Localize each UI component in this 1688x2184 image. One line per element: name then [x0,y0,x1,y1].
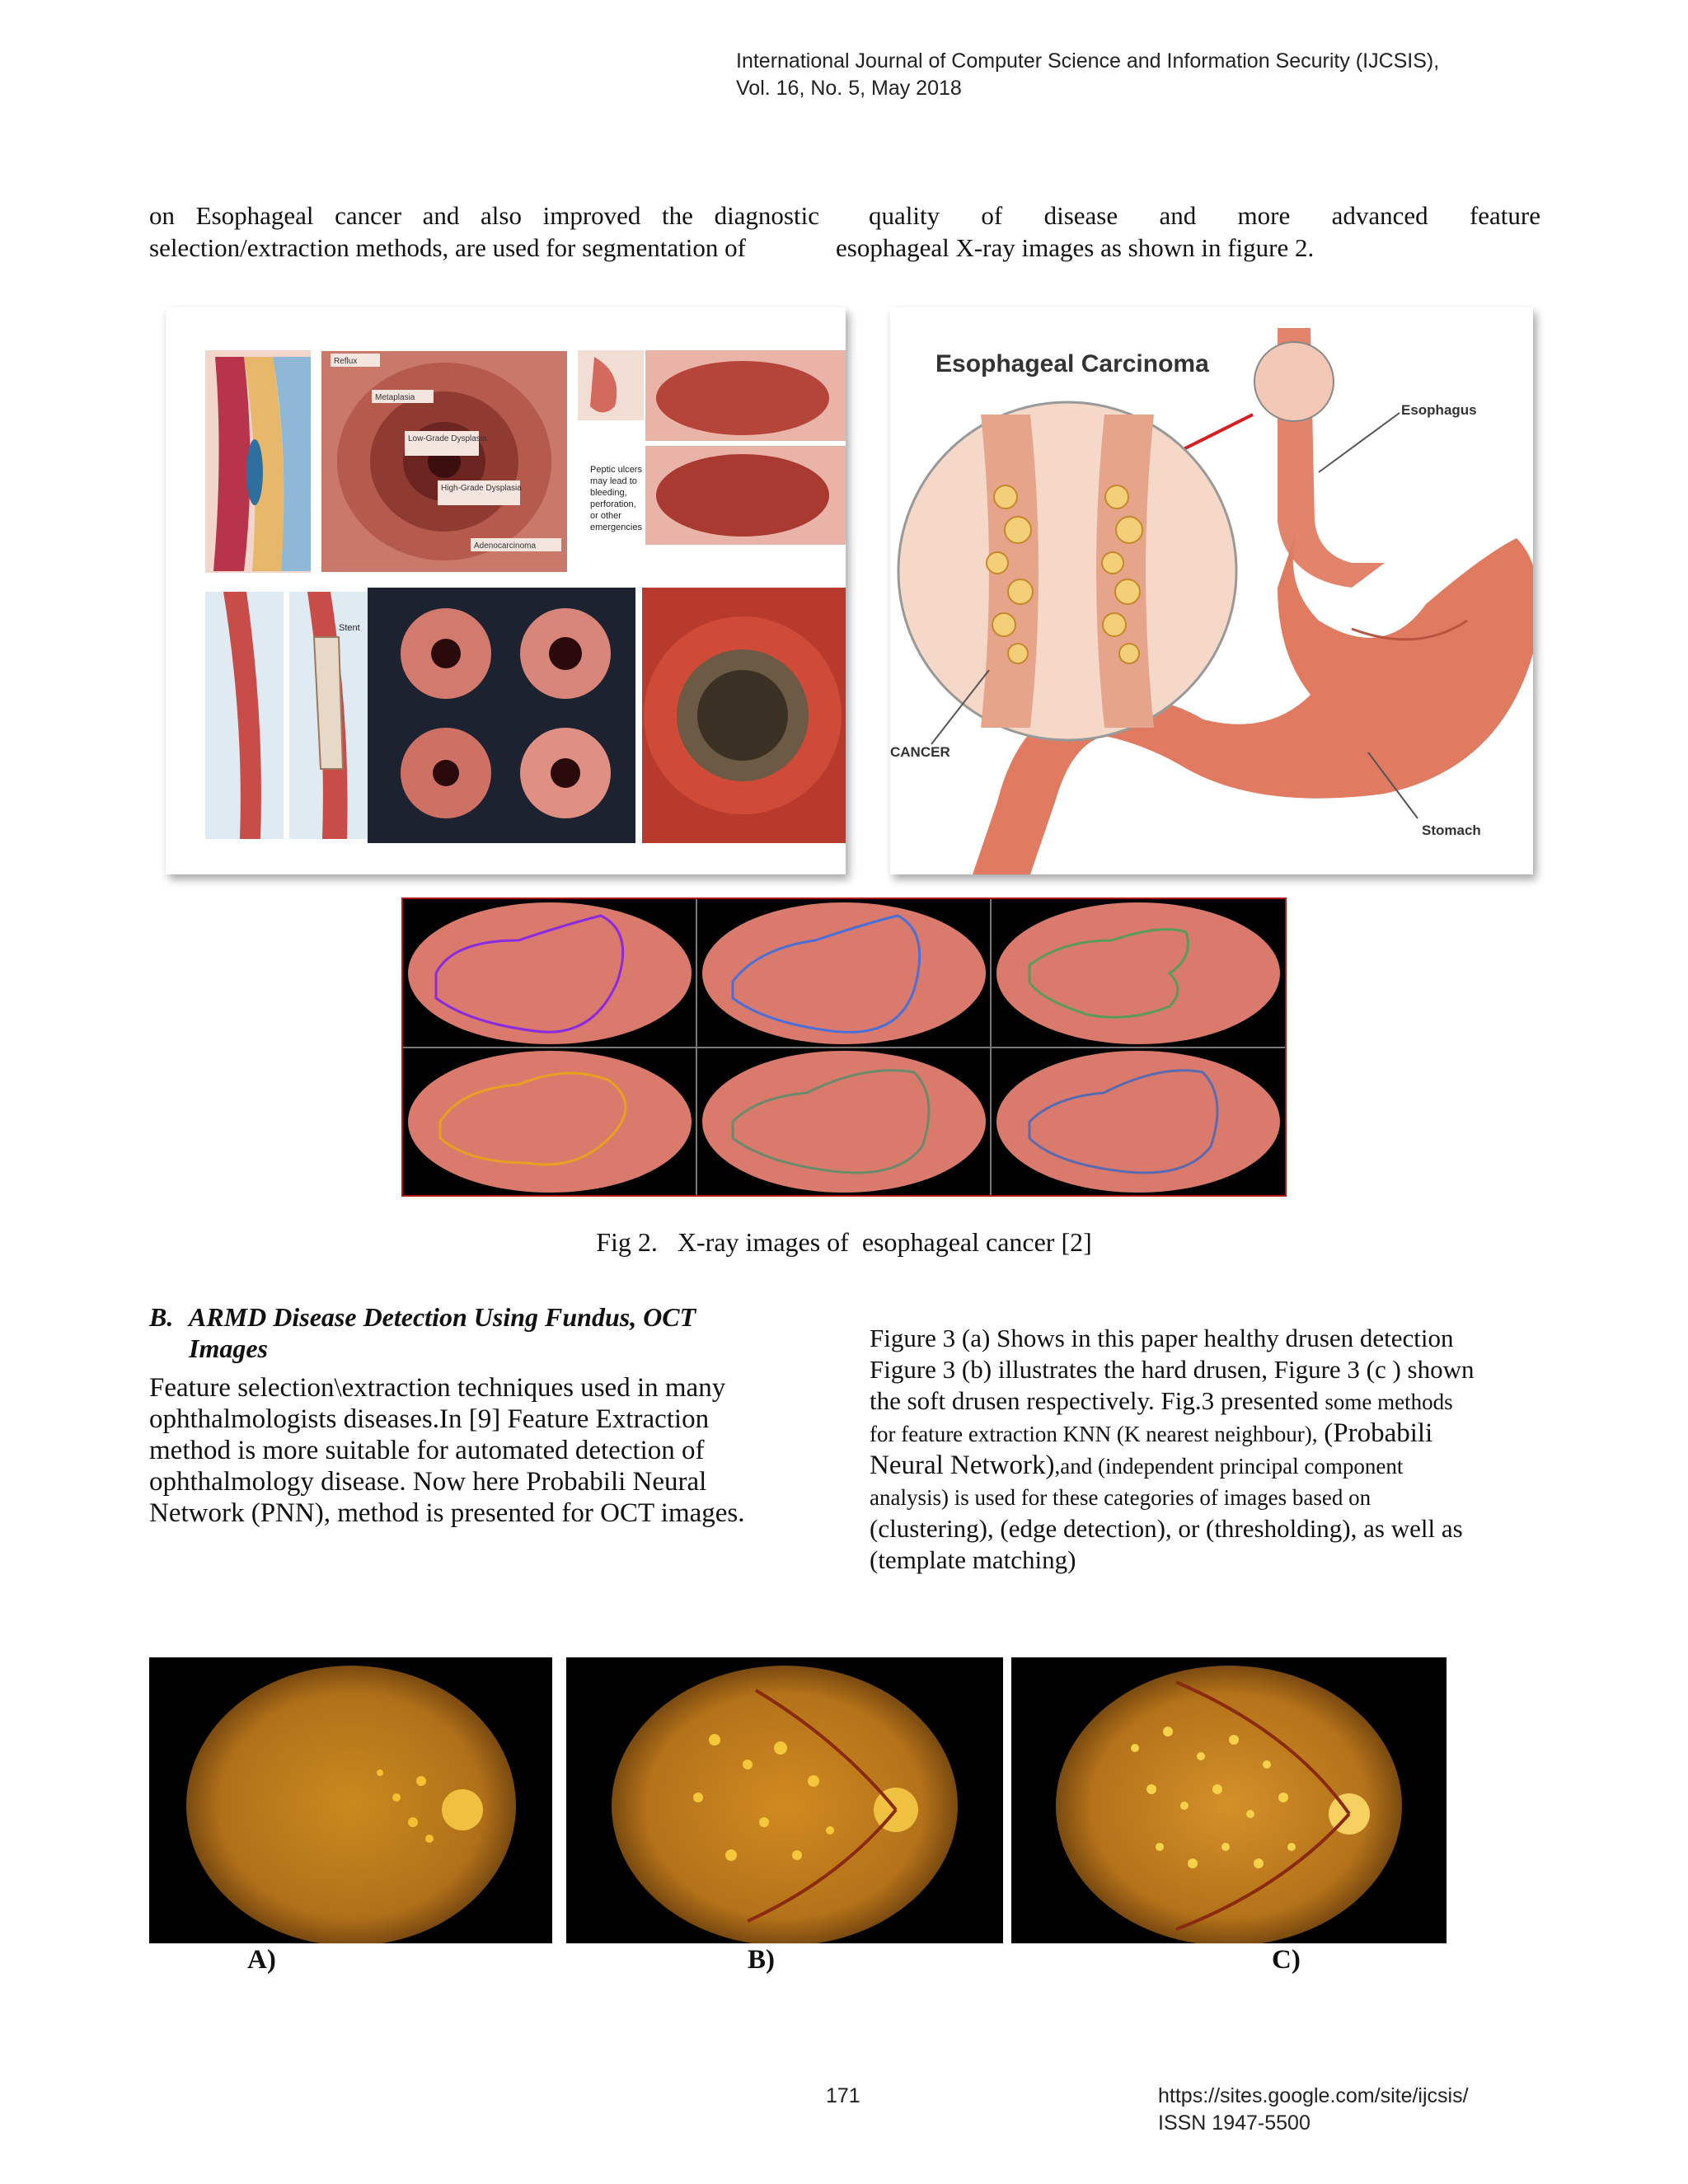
sectionB-right-line5 [870,1450,1475,1482]
fundus-c-drawing [1011,1657,1447,1943]
sectionB-right-line3b: some methods [1325,1390,1453,1414]
fig3-label-b: B) [748,1945,775,1975]
sectionB-right-line3a: the soft drusen respectively. Fig.3 presented [870,1386,1319,1415]
sectionB-right-line8: (template matching) [870,1545,1076,1574]
label-stent: Stent [339,623,360,633]
sectionB-left-line: ophthalmology disease. Now here Probabili Neural [149,1467,707,1497]
sectionB-left-line: ophthalmologists diseases.In [9] Feature Extraction [149,1404,710,1434]
label-lowgrade: Low-Grade Dysplasia [408,434,487,443]
intro-right-line1: quality of disease and more advanced feature [869,201,1540,230]
fig2-medical-collage [166,307,846,874]
sectionB-left-line: method is more suitable for automated detection of [149,1436,705,1465]
page-number: 171 [826,2084,860,2107]
sectionB-right-line6: analysis) is used for these categories of images based on [870,1485,1372,1510]
label-ulcers-2: may lead to [590,476,637,486]
journal-header [736,48,1439,102]
label-ulcers-1: Peptic ulcers [590,465,642,475]
journal-title: International Journal of Computer Science and Information Security (IJCSIS), [736,49,1440,73]
footer-info [1158,2083,1469,2137]
fundus-image-c [1011,1657,1447,1943]
label-ulcers-4: perforation, [590,499,636,509]
label-adenocarcinoma: Adenocarcinoma [474,541,537,551]
sectionB-right-line5a: Neural Network) [870,1451,1055,1480]
fig2-segmentation-grid [401,898,1287,1197]
fig2-carcinoma-drawing [890,307,1533,874]
intro-left-line2: selection/extraction methods, are used for segmentation of [149,233,746,262]
fig2-collage-drawing [166,307,846,874]
label-cancer: CANCER [890,744,950,760]
fig3-label-a: A) [247,1945,276,1975]
fundus-a-drawing [149,1657,552,1943]
fig2-caption: Fig 2. X-ray images of esophageal cancer [2] [596,1227,1092,1257]
footer-issn: ISSN 1947-5500 [1158,2111,1311,2135]
fundus-b-drawing [566,1657,1003,1943]
sectionB-left-line: Feature selection\extraction techniques used in many [149,1373,726,1403]
carcinoma-title: Esophageal Carcinoma [935,350,1209,377]
sectionB-right-text [870,1323,1475,1576]
fundus-image-b [566,1657,1003,1943]
sectionB-left-text [149,1372,745,1529]
label-ulcers-5: or other [590,511,621,521]
fig2-esophageal-carcinoma [890,307,1533,874]
label-highgrade: High-Grade Dysplasia [441,484,522,493]
sectionB-right-line4a: for feature extraction KNN (K nearest neighbour), [870,1422,1318,1446]
segmentation-images [403,899,1285,1195]
intro-right-line2: esophageal X-ray images as shown in figure 2. [836,233,1315,262]
footer-url[interactable]: https://sites.google.com/site/ijcsis/ [1158,2084,1469,2107]
sectionB-heading-line2: Images [189,1333,268,1363]
sectionB-right-line4b: (Probabili [1324,1418,1433,1448]
sectionB-left-line: Network (PNN), method is presented for OCT images. [149,1498,745,1528]
sectionB-right-line3 [870,1385,1475,1418]
fundus-image-a [149,1657,552,1943]
sectionB-prefix: B. [149,1302,174,1332]
sectionB-right-line4 [870,1418,1475,1450]
sectionB-right-line2: Figure 3 (b) illustrates the hard drusen, Figure 3 (c ) shown [870,1355,1475,1384]
fig3-label-c: C) [1272,1945,1301,1975]
sectionB-heading-line1: ARMD Disease Detection Using Fundus, OCT [189,1302,696,1332]
label-esophagus: Esophagus [1401,402,1477,418]
label-ulcers-6: emergencies [590,523,642,532]
sectionB-right-line5b: ,and (independent principal component [1054,1454,1404,1479]
label-ulcers-3: bleeding, [590,488,627,498]
journal-volume: Vol. 16, No. 5, May 2018 [736,77,962,100]
sectionB-right-line1: Figure 3 (a) Shows in this paper healthy drusen detection [870,1324,1454,1352]
label-stomach: Stomach [1422,823,1481,838]
label-reflux: Reflux [334,357,358,366]
sectionB-right-line7: (clustering), (edge detection), or (thresholding), as well as [870,1514,1463,1543]
intro-left-line1: on Esophageal cancer and also improved the diagnostic [149,201,819,230]
label-metaplasia: Metaplasia [375,393,415,402]
